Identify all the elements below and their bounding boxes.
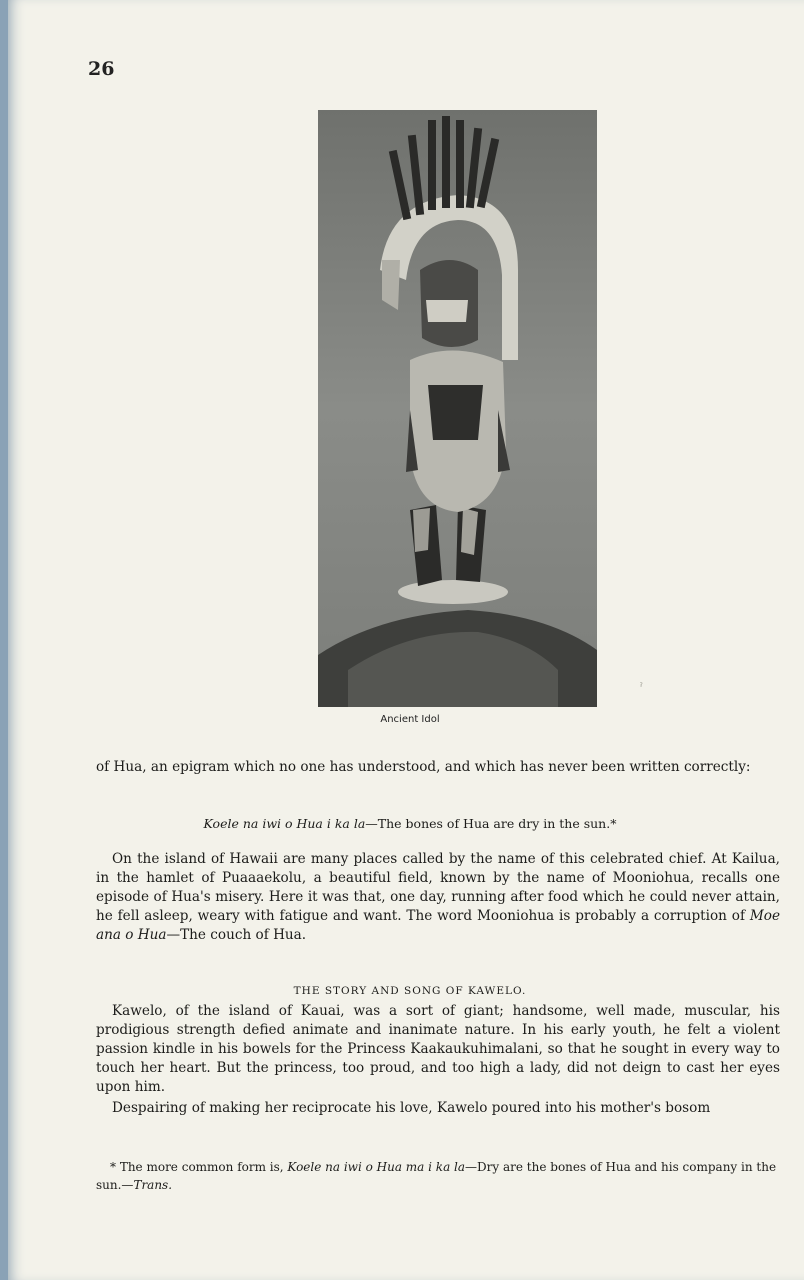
paragraph-hawaii-places-text: On the island of Hawaii are many places called by the name of this celebrated chief. At Kailua, in the hamlet of Puaaaekolu, a beautiful field, known by the name of Mooniohua, recalls one episode of Hua's misery. Here it was that, one day, running after food which he could never attain, he fell asleep, weary with fatigue and want. The word Mooniohua is probably a corruption of xyxy=(96,851,780,924)
footnote-hawaiian: Koele na iwi o Hua ma i ka la xyxy=(287,1160,466,1174)
epigram xyxy=(8,816,804,831)
idol-photograph xyxy=(318,110,597,707)
footnote-lead: * The more common form is, xyxy=(110,1160,288,1174)
figure-caption: Ancient Idol xyxy=(380,714,440,725)
section-heading: THE STORY AND SONG OF KAWELO. xyxy=(293,985,527,997)
book-page xyxy=(8,0,804,1280)
footnote xyxy=(96,1158,780,1194)
couch-of-hua-phrase: Moe ana o Hua xyxy=(96,908,780,943)
page-number: 26 xyxy=(88,58,115,80)
footnote-trans-credit: Trans. xyxy=(133,1178,173,1192)
paragraph-hawaii-places-tail: —The couch of Hua. xyxy=(166,927,307,943)
page-speck: ˀ xyxy=(640,682,643,693)
footnote-translation: —Dry are the bones of Hua and his company in the sun.— xyxy=(96,1160,777,1192)
paragraph-hawaii-places xyxy=(96,850,780,945)
idol-figure-illustration xyxy=(318,110,597,707)
paragraph-kawelo: Kawelo, of the island of Kauai, was a sort of giant; handsome, well made, muscular, his prodigious strength defied animate and inanimate nature. In his early youth, he felt a violent passion kindle in his bowels for the Princess Kaakaukuhimalani, so that he sought in every way to touch her heart. But the princess, too proud, and too high a lady, did not deign to cast her eyes upon him. xyxy=(96,1003,780,1095)
epigram-hawaiian: Koele na iwi o Hua i ka la xyxy=(203,816,366,831)
paragraph-epigram-intro: of Hua, an epigram which no one has understood, and which has never been written correctly: xyxy=(96,759,751,775)
epigram-translation: —The bones of Hua are dry in the sun.* xyxy=(365,816,617,831)
paragraph-kawelo-mother: Despairing of making her reciprocate his love, Kawelo poured into his mother's bosom xyxy=(112,1100,711,1116)
